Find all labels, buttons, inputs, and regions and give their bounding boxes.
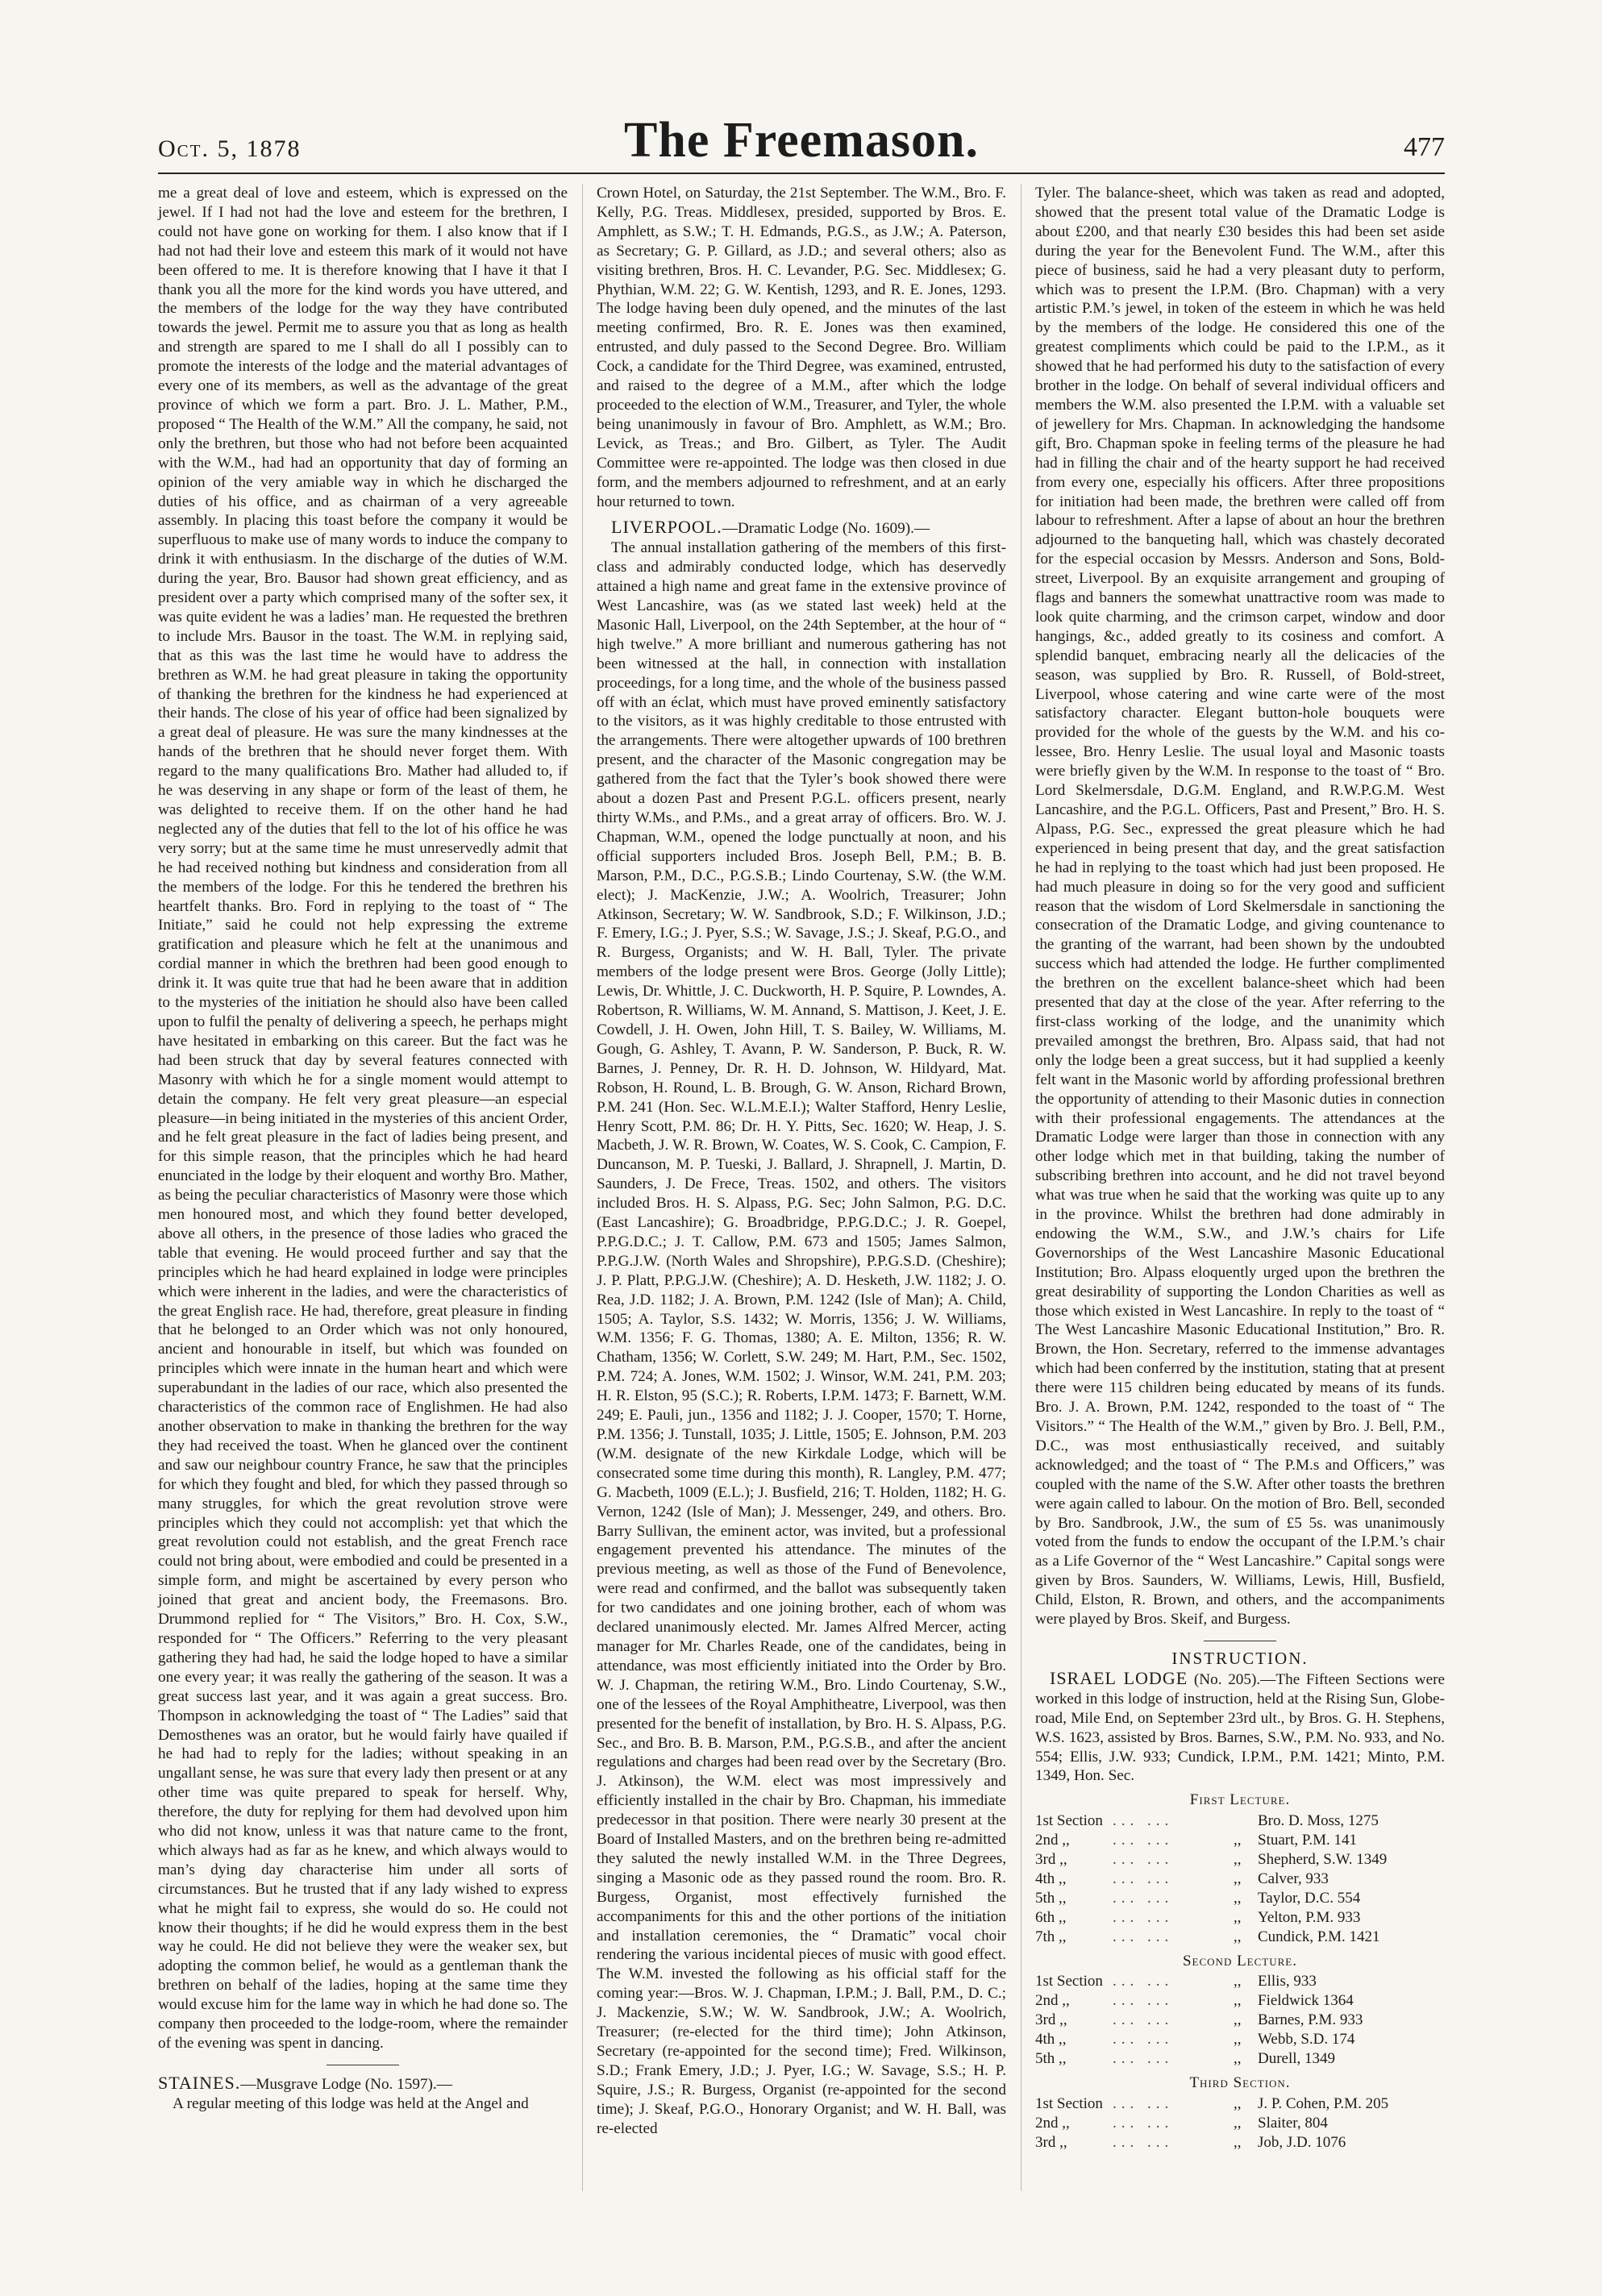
leader-dots: ... ... [1113,1973,1174,1990]
section: 3rd ,, [1035,2011,1067,2029]
ditto-mark: ,, [1234,1973,1242,1990]
section: 1st Section [1035,1812,1103,1830]
column-3 [1035,184,1445,2152]
article-paragraph: me a great deal of love and esteem, which is expressed on the jewel. If I had not had the love and esteem for the brethren, I could not have gone on working for them. I also know that if I had not had their love and esteem this mark of it would not have been offered to me. It is therefore knowing that I have it that I thank you all the more for the kind words you have uttered, and the members of the lodge for the way they have contributed towards the jewel. Permit me to assure you that as long as health and strength are spared to me I shall do all I possibly can to promote the interests of the lodge and the material advantages of every one of its members, as well as the advantage of the great province of which we form a part. Bro. J. L. Mather, P.M., proposed “ The Health of the W.M.” All the company, he said, not only the brethren, but those who had not before been acquainted with the W.M., had had an opportunity that day of forming an opinion of the very amiable way in which he discharged the duties of his office, and as chairman of a very agreeable assembly. In placing this toast before the company it would be superfluous to make use of many words to induce the company to drink it with enthusiasm. In the discharge of the duties of W.M. during the year, Bro. Bausor had shown great efficiency, and as president over a party which comprised many of the softer sex, it was quite evident he was a ladies’ man. He requested the brethren to include Mrs. Bausor in the toast. The W.M. in replying said, that as this was the last time he would have to address the brethren as W.M. he had great pleasure in taking the opportunity of thanking the brethren for the kindness he had experienced at their hands. The close of his year of office had been signalized by a great deal of pleasure. He was sure the many kindnesses at the hands of the brethren that he should never forget them. With regard to the many qualifications Bro. Mather had alluded to, if he was deserving in any shape or form of the least of them, he was delighted to receive them. If on the other hand he had neglected any of the duties that fell to the lot of his office he was very sorry; but at the same time he must unreservedly admit that he had received nothing but kindness and consideration from all the members of the lodge. For this he tendered the brethren his heartfelt thanks. Bro. Ford in replying to the toast of “ The Initiate,” said he could not help expressing the extreme gratification and pleasure which he felt at the unanimous and cordial manner in which the brethren had been good enough to drink it. It was quite true that had he been aware that in addition to the mysteries of the initiation he should also have been called upon to fulfil the penalty of delivering a speech, he perhaps might have hesitated in embarking on this career. But the fact was he had been struck that day by several features connected with Masonry with which he for a single moment would attempt to detain the company. He felt very great pleasure—an especial pleasure—in being initiated in the mysteries of this ancient Order, and he felt great pleasure in the fact of ladies being present, and for this simple reason, that the principles which he had heard enunciated in the lodge by their eloquent and worthy Bro. Mather, as being the peculiar characteristics of Masonry were those which men honoured most, and which they found better developed, above all others, in the presence of those ladies who graced the table that evening. He would proceed further and say that the principles which he had heard explained in lodge were principles which were inherent in the ladies, and were the characteristics of the great English race. He had, therefore, great pleasure in finding that he belonged to an Order which was not only honoured, ancient and honourable in itself, but which was founded on principles which were innate in the human heart and which were superabundant in the ladies of our race, which also presented the characteristics of the common race of Englishmen. He had also another observation to make in thanking the brethren for the way they had received the toast. When he glanced over the continent and saw our neighbour country France, he saw that the principles for which they fought and bled, for which they passed through so many struggles, for which the great revolution strove were principles which they could not accomplish: yet that which the great revolution could not establish, and the great French race could not bring about, were embodied and could be presented in a simple form, and might be ascertained by every person who joined that great and ancient body, the Freemasons. Bro. Drummond replied for “ The Visitors,” Bro. H. Cox, S.W., responded for “ The Officers.” Referring to the very pleasant gathering they had had, he said the lodge hoped to have a similar one every year; it was really the gathering of the season. It was a great success last year, and it was again a great success. Bro. Thompson in acknowledging the toast of “ The Ladies” said that Demosthenes was an orator, but he would fairly have quailed if he had had to reply for the ladies; without speaking in an ungallant sense, he was sure that every lady then present or at any other time was quite prepared to speak for herself. Why, therefore, the duty for replying for them had devolved upon him who did not know, unless it was that nature came to the front, which always had as far as he knew, and which always would to man’s dying day characterise him under all sorts of circumstances. But he trusted that if any lady wished to express what he might fail to express, she would do so. He could not know their thoughts; if he did he would express them in the best way he could. He did not believe they were the weaker sex, but adopting the common belief, he would as a gentleman thank the brethren on behalf of the ladies, hoping at the same time they would excuse him for the lame way in which he had done so. The company then proceeded to the lodge-room, where the remainder of the evening was spent in dancing. [158,185,568,2052]
staines-report [158,2073,568,2094]
lecture-row [1035,2114,1445,2133]
israel-text: The Fifteen Sections were worked in this lodge of instruction, held at the Rising Sun, Globe-road, Mile End, on September 23rd ult., by Bros. G. H. Stephens, W.S. 1623, assisted by Bros. Barnes, S.W., P.M. No. 933, and No. 554; Ellis, J.W. 933; Cundick, I.P.M., P.M. 1421; Minto, P.M. 1349, Hon. Sec. [1035,1670,1445,1785]
liverpool-report [597,518,1006,539]
section: 3rd ,, [1035,1851,1067,1869]
staines-heading: STAINES. [158,2072,241,2093]
section: 6th ,, [1035,1908,1067,1926]
ditto-mark: ,, [1234,2114,1242,2132]
leader-dots: ... ... [1113,1870,1174,1887]
liverpool-lodge-name: —Dramatic Lodge (No. 1609).— [722,520,930,538]
lecture-table [1035,2094,1445,2152]
brother-name: Cundick, P.M. 1421 [1258,1928,1380,1945]
ditto-mark: ,, [1234,2031,1242,2049]
brother-name: Webb, S.D. 174 [1258,2031,1355,2049]
column-divider [1021,184,1022,2191]
page-number: 477 [1404,132,1445,162]
liverpool-heading: LIVERPOOL. [611,517,722,538]
leader-dots: ... ... [1113,1889,1174,1907]
ditto-mark: ,, [1234,2011,1242,2029]
brother-name: J. P. Cohen, P.M. 205 [1258,2094,1389,2112]
leader-dots: ... ... [1113,2050,1174,2068]
leader-dots: ... ... [1113,1992,1174,2010]
lecture-table [1035,1811,1445,1946]
lecture-title: Second Lecture. [1182,1952,1297,1969]
masthead-rule [158,173,1445,174]
section: 5th ,, [1035,2050,1067,2068]
leader-dots: ... ... [1113,1832,1174,1849]
lecture-row [1035,1850,1445,1870]
section: 5th ,, [1035,1889,1067,1907]
leader-dots: ... ... [1113,1908,1174,1926]
brother-name: Barnes, P.M. 933 [1258,2011,1363,2029]
brother-name: Slaiter, 804 [1258,2114,1328,2132]
lecture-table [1035,1972,1445,2069]
article-paragraph: Tyler. The balance-sheet, which was taken as read and adopted, showed that the present total value of the Dramatic Lodge is about £200, and that nearly £30 besides this had been set aside during the year for the Benevolent Fund. The W.M., after this piece of business, said he had a very pleasant duty to perform, which was to present the I.P.M. (Bro. Chapman) with a very artistic P.M.’s jewel, in token of the esteem in which he was held by the members of the lodge. He considered this one of the greatest compliments which could be paid to the I.P.M., as it showed that he had performed his duty to the satisfaction of every brother in the lodge. On behalf of several individual officers and members the W.M. also presented the I.P.M. with a valuable set of jewellery for Mrs. Chapman. In acknowledging the handsome gift, Bro. Chapman spoke in feeling terms of the pleasure he had had in filling the chair and of the hearty support he had received from every one, especially his officers. After three propositions for initiation had been made, the brethren were called off from labour to refreshment. After a lapse of about an hour the brethren adjourned to the banqueting hall, which was chastely decorated for the especial occasion by Messrs. Anderson and Sons, Bold-street, Liverpool. By an exquisite arrangement and grouping of flags and banners the somewhat unattractive room was made to look quite charming, and the crimson carpet, window and door hangings, &c., added greatly to its cosiness and comfort. A splendid banquet, embracing nearly all the delicacies of the season, was supplied by Bro. R. Russell, of Bold-street, Liverpool, whose catering and wine carte were of the most satisfactory character. Elegant button-hole bouquets were provided for the whole of the guests by the W.M. and his co-lessee, Bro. Henry Leslie. The usual loyal and Masonic toasts were briefly given by the W.M. In response to the toast of “ Bro. Lord Skelmersdale, D.G.M. England, and R.W.P.G.M. West Lancashire, and the P.G.L. Officers, Past and Present,” Bro. H. S. Alpass, P.G. Sec., expressed the great pleasure which he had experienced in being present that day, and the great satisfaction he had in replying to the toast which had just been proposed. He had much pleasure in doing so for the very good and sufficient reason that the wisdom of Lord Skelmersdale in sanctioning the consecration of the Dramatic Lodge, and giving countenance to the granting of the warrant, had been shown by the undoubted success which had attended the lodge. He further complimented the brethren on the excellent balance-sheet which had been presented that day at the close of the year. After referring to the first-class working of the lodge, and the unanimity which prevailed amongst the brethren, Bro. Alpass said, that had not only the lodge been a great success, but it had supplied a keenly felt want in the Masonic world by affording professional brethren the opportunity of attending to their Masonic duties in connection with their professional engagements. The attendances at the Dramatic Lodge were larger than those in connection with any other lodge which met in that building, taking the number of subscribing brethren into account, and he did not travel beyond what was true when he said that the working was quite up to any in the province. Whilst the brethren had done admirably in endowing the W.M., S.W., and J.W.’s chairs for Life Governorships of the West Lancashire Masonic Educational Institution; Bro. Alpass eloquently urged upon the brethren the great desirability of supporting the London Charities as well as those which existed in West Lancashire. In reply to the toast of “ The West Lancashire Masonic Educational Institution,” Bro. R. Brown, the Hon. Secretary, referred to the immense advantages which had been conferred by the institution, stating that at present there were 115 children being educated by means of its funds. Bro. J. A. Brown, P.M. 1242, responded to the toast of “ The Visitors.” “ The Health of the W.M.,” given by Bro. J. Bell, P.M., D.C., was most enthusiastically received, and suitably acknowledged; and the toast of “ The P.M.s and Officers,” was coupled with the name of the S.W. After other toasts the brethren were again called to labour. On the motion of Bro. Bell, seconded by Bro. Sandbrook, J.W., the sum of £5 5s. was unanimously voted from the funds to endow the occupant of the I.P.M.’s chair as a Life Governor of the “ West Lancashire.” Capital songs were given by Bros. Saunders, W. Williams, Lewis, Hill, Busfield, Child, Elston, R. Brown, and others, and the accompaniments were played by Bros. Skeif, and Burgess. [1035,185,1445,1628]
lecture-row [1035,2011,1445,2030]
lecture-row [1035,1928,1445,1947]
israel-lodge-report [1035,1669,1445,1786]
lecture-row [1035,1991,1445,2011]
lecture-row [1035,2030,1445,2049]
brother-name: Shepherd, S.W. 1349 [1258,1851,1388,1869]
lecture-row [1035,1870,1445,1889]
leader-dots: ... ... [1113,2133,1174,2151]
newspaper-title: The Freemason. [624,113,979,168]
lecture-row [1035,1972,1445,1991]
article-paragraph: The annual installation gathering of the members of this first-class and admirably conducted lodge, which has deservedly attained a high name and great fame in the extensive province of West Lancashire, was (as we stated last week) held at the Masonic Hall, Liverpool, on the 24th September, at the hour of “ high twelve.” A more brilliant and numerous gathering has not been witnessed at the hall, in connection with installation proceedings, for a long time, and the whole of the business passed off with an éclat, which must have proved eminently satisfactory to the visitors, as it was highly creditable to those entrusted with the arrangements. There were altogether upwards of 100 brethren present, and the character of the Masonic congregation may be gathered from the fact that the Tyler’s book showed there were about a dozen Past and Present P.G.L. officers present, nearly thirty W.Ms., and P.Ms., and a great array of officers. Bro. W. J. Chapman, W.M., opened the lodge punctually at noon, and his official supporters included Bros. Joseph Bell, P.M.; B. B. Marson, P.M., D.C., P.G.S.B.; Lindo Courtenay, S.W. (the W.M. elect); J. MacKenzie, J.W.; A. Woolrich, Treasurer; John Atkinson, Secretary; W. W. Sandbrook, S.D.; F. Wilkinson, J.D.; F. Emery, I.G.; J. Pyer, S.S.; W. Savage, J.S.; J. Skeaf, P.G.O., and R. Burgess, Organists; and W. H. Ball, Tyler. The private members of the lodge present were Bros. George (Jolly Little); Lewis, Dr. Whittle, J. C. Duckworth, H. P. Squire, P. Lowndes, A. Robertson, R. Williams, W. M. Annand, S. Mattison, J. Keet, J. E. Cowdell, J. H. Owen, John Hill, T. S. Bailey, W. Williams, M. Gough, G. Ashley, T. Avann, P. W. Sanderson, P. Buck, R. W. Barnes, J. Penney, Dr. R. H. D. Johnson, W. Hildyard, Mat. Robson, H. Round, L. B. Brough, G. W. Anson, Richard Brown, P.M. 241 (Hon. Sec. W.L.M.E.I.); Walter Stafford, Henry Leslie, Henry Scott, P.M. 86; Dr. H. Y. Pitts, Sec. 1620; W. Heap, J. S. Macbeth, J. W. R. Brown, W. Coates, W. S. Cook, C. Campion, F. Duncanson, M. P. Tueski, J. Ballard, J. Shrapnell, J. Martin, D. Saunders, J. De Frece, Treas. 1502, and others. The visitors included Bros. H. S. Alpass, P.G. Sec; John Salmon, P.G. D.C. (East Lancashire); G. Broadbridge, P.P.G.D.C.; J. R. Goepel, P.P.G.D.C.; J. T. Callow, P.M. 673 and 1505; James Salmon, P.P.G.J.W. (North Wales and Shropshire), P.P.G.S.D. (Cheshire); J. P. Platt, P.P.G.J.W. (Cheshire); A. D. Hesketh, J.W. 1182; J. O. Rea, J.D. 1182; J. A. Brown, P.M. 1242 (Isle of Man); A. Child, 1505; A. Taylor, S.S. 1432; W. Morris, 1356; J. W. Williams, W.M. 1356; F. G. Thomas, 1380; A. E. Milton, 1356; R. W. Chatham, 1356; W. Corlett, S.W. 249; M. Hart, P.M., Sec. 1502, P.M. 724; A. Jones, W.M. 1502; J. Winsor, W.M. 241, P.M. 203; H. R. Elston, 95 (S.C.); R. Roberts, I.P.M. 1473; F. Barnett, W.M. 249; E. Pauli, jun., 1356 and 1182; J. J. Cooper, 1570; T. Horne, P.M. 1356; J. Tunstall, 1035; J. Little, 1505; E. Johnson, P.M. 203 (W.M. designate of the new Kirkdale Lodge, which will be consecrated some time during this month), R. Langley, P.M. 477; G. Macbeth, 1009 (E.L.); J. Busfield, 216; T. Holden, 1182; H. G. Vernon, 1242 (Isle of Man); J. Messenger, 249, and others. Bro. Barry Sullivan, the eminent actor, was invited, but a professional engagement prevented his attendance. The minutes of the previous meeting, as well as those of the Fund of Benevolence, were read and confirmed, and the ballot was subsequently taken for two candidates and one joining brother, each of whom was declared unanimously elected. Mr. James Alfred Mercer, acting manager for Mr. Charles Reade, one of the candidates, being in attendance, was most efficiently initiated into the Order by Bro. W. J. Chapman, the retiring W.M., Bro. Lindo Courtenay, S.W., one of the lessees of the Royal Amphitheatre, Liverpool, was then presented for the benefit of installation, by Bro. H. S. Alpass, P.G. Sec., and Bro. B. B. Marson, P.M., P.G.S.B., and after the ancient regulations and charges had been read over by the Secretary (Bro. J. Atkinson), the W.M. elect was most impressively and efficiently installed in the chair by Bro. Chapman, his immediate predecessor in that position. There were nearly 30 present at the Board of Installed Masters, and on the brethren being re-admitted they saluted the newly installed W.M. in the Three Degrees, singing a Masonic ode as they passed round the room. Bro. R. Burgess, Organist, most effectively furnished the accompaniments for this and the other portions of the initiation and installation ceremonies, the “ Dramatic” vocal choir rendering the various incidental pieces of music with good effect. The W.M. invested the following as his official staff for the coming year:—Bros. W. J. Chapman, I.P.M.; J. Ball, P.M., D. C.; J. Mackenzie, S.W.; W. W. Sandbrook, J.W.; A. Woolrich, Treasurer; (re-elected for the third time); John Atkinson, Secretary (re-appointed for the second time); Fred. Wilkinson, S.D.; Frank Emery, J.D.; J. Pyer, I.G.; W. Savage, S.S.; H. P. Squire, J.S.; R. Burgess, Organist (re-appointed for the second time); J. Skeaf, P.G.O., Honorary Organist; and W. H. Ball, was re-elected [597,539,1006,2137]
masthead [158,111,1445,169]
brother-name: Stuart, P.M. 141 [1258,1832,1357,1849]
lecture-row [1035,2133,1445,2152]
brother-name: Job, J.D. 1076 [1258,2133,1346,2151]
lecture-title: First Lecture. [1189,1791,1291,1809]
column-divider [582,184,583,2191]
staines-lodge-name: —Musgrave Lodge (No. 1597).— [240,2075,452,2093]
leader-dots: ... ... [1113,2031,1174,2049]
ditto-mark: ,, [1234,1870,1242,1887]
brother-name: Fieldwick 1364 [1258,1992,1354,2010]
brother-name: Bro. D. Moss, 1275 [1258,1812,1379,1830]
leader-dots: ... ... [1113,2114,1174,2132]
brother-name: Taylor, D.C. 554 [1258,1889,1361,1907]
leader-dots: ... ... [1113,1851,1174,1869]
ditto-mark [1234,1811,1258,1831]
brother-name: Calver, 933 [1258,1870,1329,1887]
section: 7th ,, [1035,1928,1067,1945]
section: 1st Section [1035,1973,1103,1990]
ditto-mark: ,, [1234,1851,1242,1869]
column-2 [597,184,1006,2139]
leader-dots: ... ... [1113,2094,1174,2112]
lecture-row [1035,1908,1445,1928]
ditto-mark: ,, [1234,1908,1242,1926]
lecture-row [1035,1811,1445,1831]
section-heading-instruction: INSTRUCTION. [1171,1648,1309,1668]
leader-dots: ... ... [1113,1812,1174,1830]
issue-date: Oct. 5, 1878 [158,135,302,162]
brother-name: Yelton, P.M. 933 [1258,1908,1361,1926]
israel-heading: ISRAEL LODGE [1050,1667,1188,1688]
section: 1st Section [1035,2094,1103,2112]
ditto-mark: ,, [1234,2094,1242,2112]
brother-name: Durell, 1349 [1258,2050,1336,2068]
ditto-mark: ,, [1234,2050,1242,2068]
ditto-mark: ,, [1234,1889,1242,1907]
lecture-row [1035,2049,1445,2069]
israel-lodge-number: (No. 205).— [1193,1670,1276,1688]
column-1 [158,184,568,2114]
brother-name: Ellis, 933 [1258,1973,1317,1990]
lecture-row [1035,2094,1445,2114]
lecture-list [1035,1791,1445,2152]
lecture-title: Third Section. [1189,2074,1291,2091]
section: 2nd ,, [1035,1992,1070,2010]
section: 4th ,, [1035,1870,1067,1887]
leader-dots: ... ... [1113,2011,1174,2029]
ditto-mark: ,, [1234,1832,1242,1849]
ditto-mark: ,, [1234,1992,1242,2010]
lecture-row [1035,1889,1445,1908]
section: 4th ,, [1035,2031,1067,2049]
section: 2nd ,, [1035,2114,1070,2132]
ditto-mark: ,, [1234,1928,1242,1945]
lecture-row [1035,1831,1445,1850]
ditto-mark: ,, [1234,2133,1242,2151]
section: 2nd ,, [1035,1832,1070,1849]
article-paragraph: Crown Hotel, on Saturday, the 21st September. The W.M., Bro. F. Kelly, P.G. Treas. Middlesex, presided, supported by Bros. E. Amphlett, as S.W.; T. H. Edmands, P.G.S., as J.W.; A. Paterson, as Secretary; G. P. Gillard, as J.D.; and several others; also as visiting brethren, Bros. H. C. Levander, P.G. Sec. Middlesex; G. Phythian, W.M. 22; G. W. Kentish, 1293, and R. E. Jones, 1293. The lodge having been duly opened, and the minutes of the last meeting confirmed, Bro. R. E. Jones was then examined, entrusted, and duly passed to the Second Degree. Bro. William Cock, a candidate for the Third Degree, was examined, entrusted, and raised to the degree of a M.M., after which the lodge proceeded to the election of W.M., Treasurer, and Tyler, the whole being unanimously in favour of Bro. Amphlett, as W.M.; Bro. Levick, as Treas.; and Bro. Gilbert, as Tyler. The Audit Committee were re-appointed. The lodge was then closed in due form, and the members adjourned to refreshment, and at an early hour returned to town. [597,185,1006,510]
section: 3rd ,, [1035,2133,1067,2151]
article-paragraph: A regular meeting of this lodge was held at the Angel and [173,2094,529,2112]
leader-dots: ... ... [1113,1928,1174,1945]
